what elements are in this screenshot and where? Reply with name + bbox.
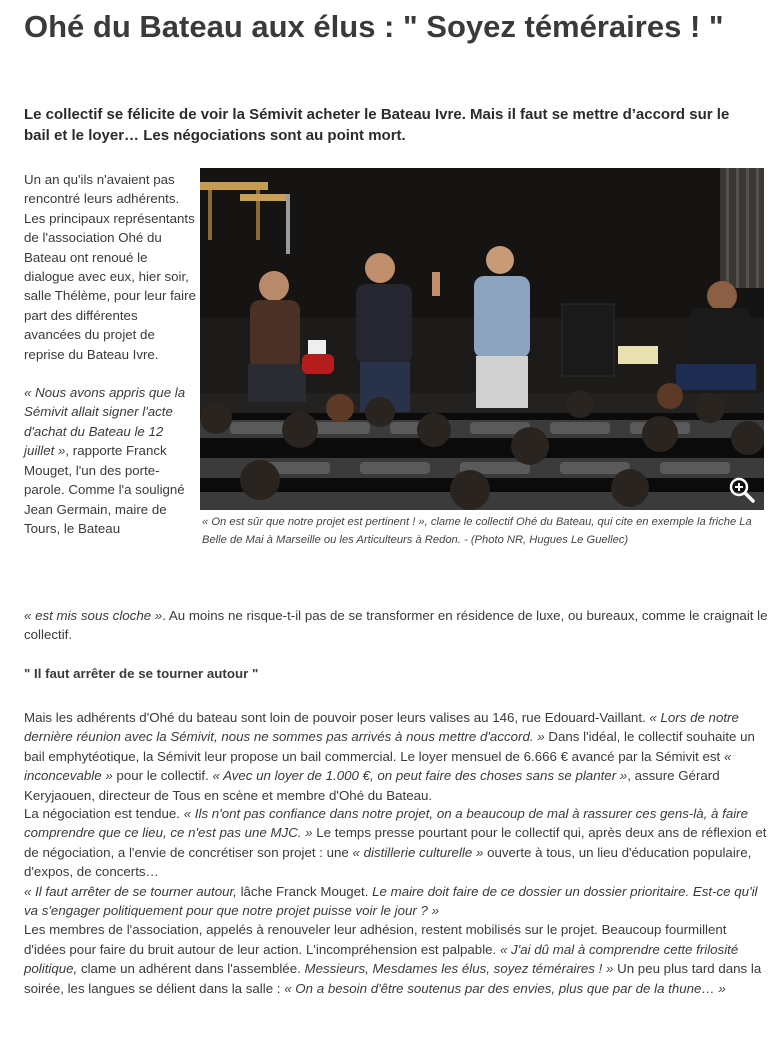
article-lead: Le collectif se félicite de voir la Sémivit acheter le Bateau Ivre. Mais il faut se mettre d’accord sur le bail et le loyer… Les négociations sont au point mort.	[24, 106, 730, 144]
body-quote: Le maire doit faire de ce dossier un dossier prioritaire. Est-ce qu'il va s'engager politiquement pour que notre projet puisse voir le jour ? »	[24, 883, 758, 919]
magnifier-plus-icon	[726, 474, 758, 506]
body-text: Le temps presse pourtant pour le collectif qui, après deux ans de réflexion et de négociation, a l'envie de concrétiser son projet : une	[24, 825, 767, 860]
body-quote: « Ils n'ont pas confiance dans notre projet, on a beaucoup de mal à rassurer ces gens-là, à faire comprendre que ce lieu, ce n'est pas une MJC. »	[24, 806, 749, 841]
body-quote: « Lors de notre dernière réunion avec la Sémivit, nous ne sommes pas arrivés à nous mettre d'accord. »	[24, 710, 739, 745]
quote-attribution: , rapporte Franck Mouget, l'un des porte-parole. Comme l'a souligné Jean Germain, maire de Tours, le Bateau	[24, 443, 185, 536]
body-text: , assure Gérard Keryjaouen, directeur de Tous en scène et membre d'Ohé du Bateau.	[24, 768, 720, 803]
article-body	[24, 708, 769, 998]
photo-caption: « On est sûr que notre projet est pertinent ! », clame le collectif Ohé du Bateau, qui cite en exemple la friche La Belle de Mai à Marseille ou les Articulteurs à Redon. - (Photo NR, Hugues Le Guellec)	[202, 516, 752, 546]
body-paragraph	[24, 708, 769, 805]
photo-illustration	[200, 168, 764, 510]
body-text: Un peu plus tard dans la soirée, les langues se délient dans la salle :	[24, 961, 762, 996]
body-paragraph	[24, 804, 769, 882]
body-text: La négociation est tendue.	[24, 806, 180, 822]
article-photo[interactable]	[200, 168, 764, 510]
body-quote: « On a besoin d'être soutenus par des envies, plus que par de la thune… »	[284, 980, 726, 996]
body-quote: « distillerie culturelle »	[352, 844, 484, 860]
body-quote: Messieurs, Mesdames les élus, soyez téméraires ! »	[304, 961, 614, 977]
body-text: Mais les adhérents d'Ohé du bateau sont loin de pouvoir poser leurs valises au 146, rue Edouard-Vaillant.	[24, 710, 646, 725]
quote-text: « Nous avons appris que la Sémivit allait signer l'acte d'achat du Bateau le 12 juillet »	[24, 385, 186, 459]
body-text: ouverte à tous, un lieu d'éducation populaire, d'expos, de concerts…	[24, 844, 752, 880]
intro-paragraph: Un an qu'ils n'avaient pas rencontré leurs adhérents. Les principaux représentants de l'association Ohé du Bateau ont renoué le dialogue avec eux, hier soir, salle Thélème, pour leur faire part des différentes avancées du projet de reprise du Bateau Ivre.	[24, 172, 196, 362]
body-text: pour le collectif.	[116, 768, 209, 784]
quote-cloche: « est mis sous cloche »	[24, 608, 163, 623]
body-quote: « Avec un loyer de 1.000 €, on peut faire des choses sans se planter »	[212, 768, 628, 784]
quote-continuation-block	[24, 606, 769, 645]
body-paragraph	[24, 920, 769, 998]
zoom-button[interactable]	[726, 474, 758, 506]
article-title: Ohé du Bateau aux élus : " Soyez téméraires ! "	[24, 9, 724, 44]
body-text: clame un adhérent dans l'assemblée.	[80, 961, 301, 977]
body-quote: « inconcevable »	[24, 748, 732, 784]
body-paragraph	[24, 882, 769, 921]
body-quote: « Il faut arrêter de se tourner autour,	[24, 883, 237, 899]
body-text: Dans l'idéal, le collectif souhaite un bail emphytéotique, la Sémivit leur propose un bail commercial. Le loyer mensuel de 6.666 € avancé par la Sémivit est	[24, 729, 755, 764]
body-text: Les membres de l'association, appelés à renouveler leur adhésion, restent mobilisés sur le projet. Beaucoup fourmillent d'idées pour faire du bruit autour de leur action. L'incompréhension est palpable.	[24, 922, 727, 957]
body-text: lâche Franck Mouget.	[240, 883, 369, 899]
quote-closing: . Au moins ne risque-t-il pas de se transformer en résidence de luxe, ou bureaux, comme le craignait le collectif.	[24, 608, 768, 643]
body-quote: « J'ai dû mal à comprendre cette frilosité politique,	[24, 941, 739, 977]
intro-column	[24, 170, 196, 538]
quote-paragraph	[24, 383, 196, 538]
section-heading: " Il faut arrêter de se tourner autour "	[24, 666, 259, 681]
